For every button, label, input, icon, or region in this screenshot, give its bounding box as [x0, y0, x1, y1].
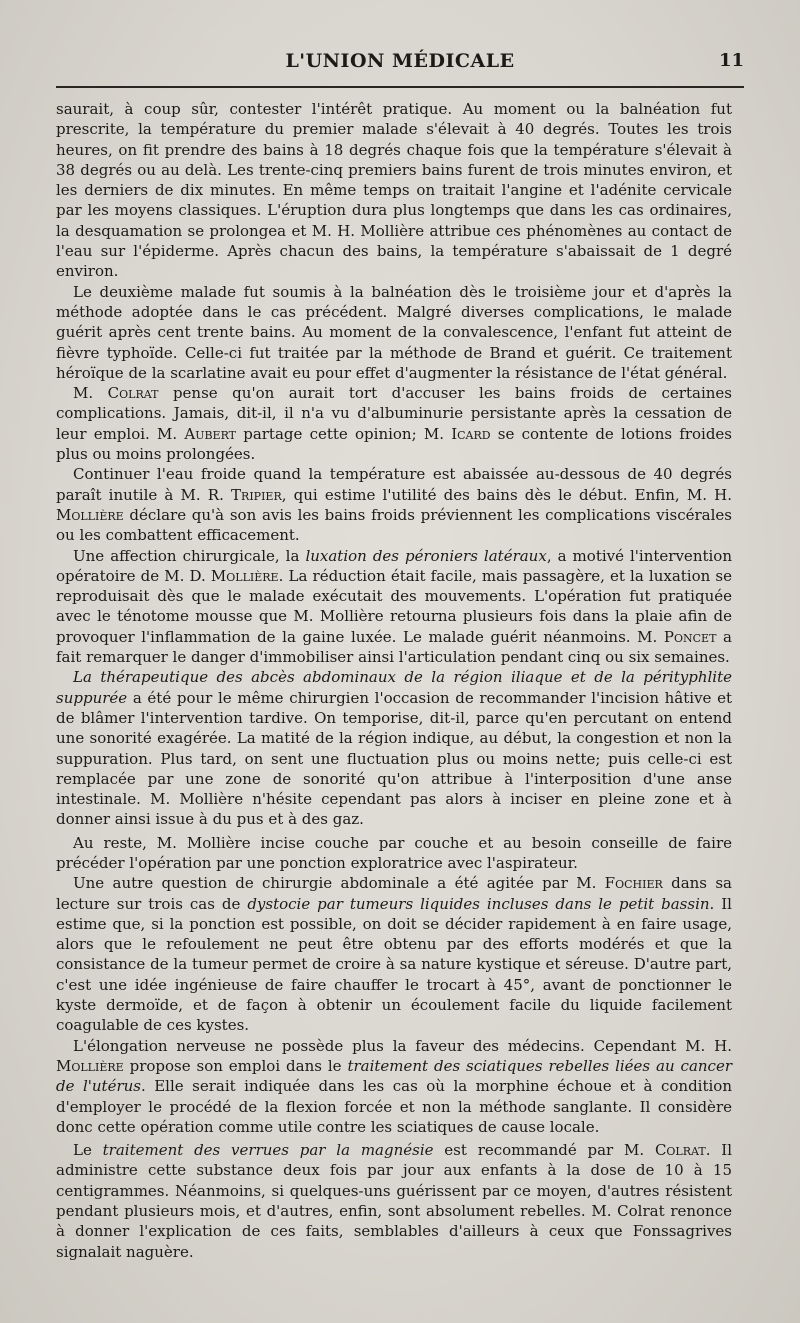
- text-run: partage cette opinion; M.: [236, 424, 452, 443]
- italic-run: traitement des sciatiques rebelles liées au cancer de l'utérus: [56, 1056, 732, 1096]
- text-run: a fait remarquer le danger d'immobiliser ainsi l'articulation pendant cinq ou six semaines.: [56, 627, 732, 667]
- text-run: déclare qu'à son avis les bains froids préviennent les complications viscérales ou les combattent efficacement.: [56, 505, 732, 545]
- text-run: L'élongation nerveuse ne possède plus la faveur des médecins. Cependant M. H.: [73, 1036, 732, 1055]
- text-run: Continuer l'eau froide quand la température est abaissée au-dessous de 40 degrés paraît inutile à M. R.: [56, 465, 732, 504]
- text-run: , a motivé l'intervention opératoire de M. D.: [56, 546, 732, 585]
- small-caps-name: Mollière: [56, 505, 124, 524]
- text-run: . La réduction était facile, mais passagère, et la luxation se reproduisait dès que le malade exécutait des mouvements. L'opération fut pratiquée avec le ténotome mousse que M. Mollière retourna plusieurs fois dans la plaie afin de provoquer l'inflammation de la gaine luxée. Le malade guérit néanmoins. M.: [56, 566, 733, 646]
- paragraph: [56, 282, 732, 383]
- text-run: a été pour le même chirurgien l'occasion de recommander l'incision hâtive et de blâmer l'intervention tardive. On temporise, dit-il, parce qu'en percutant on entend une sonorité exagérée. La matité de la région indique, au début, la congestion et non la suppuration. Plus tard, on sent une fluctuation plus ou moins nette; puis celle-ci est remplacée par une zone de sonorité qu'on attribue à l'interposition d'une anse intestinale. M. Mollière n'hésite cependant pas alors à inciser en pleine zone et à donner ainsi issue à du pus et à des gaz.: [56, 688, 732, 829]
- header-rule: [56, 86, 744, 88]
- text-run: . Il estime que, si la ponction est possible, on doit se décider rapidement à en faire usage, alors que le refoulement ne peut être obtenu par des efforts modérés et que la consistance de la tumeur permet de croire à sa nature kystique et séreuse. D'autre part, c'est une idée ingénieuse de faire chauffer le trocart à 45°, avant de ponctionner le kyste dermoïde, et de façon à obtenir un écoulement facile du liquide facilement coagulable de ces kystes.: [56, 894, 732, 1035]
- small-caps-name: Icard: [451, 424, 491, 443]
- small-caps-name: Tripier: [231, 485, 282, 504]
- text-run: . Elle serait indiquée dans les cas où la morphine échoue et à condition d'employer le procédé de la flexion forcée et non la méthode sanglante. Il considère donc cette opération comme utile contre les sciatiques de cause locale.: [56, 1077, 732, 1136]
- small-caps-name: Colrat: [107, 384, 159, 403]
- text-run: Une affection chirurgicale, la: [73, 546, 306, 565]
- text-run: dans sa lecture sur trois cas de: [56, 874, 732, 913]
- paragraph: [56, 99, 732, 282]
- text-run: est recommandé par M.: [433, 1141, 655, 1160]
- small-caps-name: Aubert: [184, 424, 237, 443]
- small-caps-name: Fochier: [604, 874, 663, 893]
- paragraph: [56, 383, 732, 464]
- small-caps-name: Colrat: [654, 1141, 706, 1160]
- page-header: [56, 44, 744, 78]
- text-run: Une autre question de chirurgie abdominale a été agitée par M.: [73, 874, 605, 893]
- italic-run: traitement des verrues par la magnésie: [102, 1141, 434, 1160]
- paragraph: [56, 1140, 732, 1262]
- text-run: propose son emploi dans le: [123, 1056, 348, 1075]
- text-run: Le deuxième malade fut soumis à la balnéation dès le troisième jour et d'après la méthode adoptée dans le cas précédent. Malgré diverses complications, le malade guérit après cent trente bains. Au moment de la convalescence, l'enfant fut atteint de fièvre typhoïde. Celle-ci fut traitée par la méthode de Brand et guérit. Ce traitement héroïque de la scarlatine avait eu pour effet d'augmenter la résistance de l'état général.: [56, 282, 732, 382]
- italic-run: dystocie par tumeurs liquides incluses dans le petit bassin: [247, 894, 710, 913]
- italic-run: luxation des péroniers latéraux: [305, 546, 547, 565]
- small-caps-name: Mollière: [210, 566, 279, 585]
- small-caps-name: Poncet: [663, 627, 717, 646]
- text-run: . Il administre cette substance deux fois par jour aux enfants à la dose de 10 à 15 centigrammes. Néanmoins, si quelques-uns guérissent par ce moyen, d'autres résistent pendant plusieurs mois, et d'autres, enfin, sont absolument rebelles. M. Colrat renonce à donner l'explication de ces faits, semblables d'ailleurs à ceux que Fonssagrives signalait naguère.: [56, 1141, 732, 1261]
- running-title: L'UNION MÉDICALE: [285, 50, 515, 72]
- paragraph: [56, 546, 732, 668]
- text-run: M.: [73, 384, 108, 403]
- text-run: saurait, à coup sûr, contester l'intérêt pratique. Au moment ou la balnéation fut prescrite, la température du premier malade s'élevait à 40 degrés. Toutes les trois heures, on fit prendre des bains à 18 degrés chaque fois que la température s'élevait à 38 degrés ou au delà. Les trente-cinq premiers bains furent de trois minutes environ, et les derniers de dix minutes. En même temps on traitait l'angine et l'adénite cervicale par les moyens classiques. L'éruption dura plus longtemps que dans les cas ordinaires, la desquamation se prolongea et M. H. Mollière attribue ces phénomènes au contact de l'eau sur l'épiderme. Après chacun des bains, la température s'abaissait de 1 degré environ.: [56, 100, 732, 281]
- page-number: 11: [718, 50, 744, 71]
- text-run: Le: [73, 1141, 103, 1160]
- text-run: se contente de lotions froides plus ou moins prolongées.: [56, 424, 732, 464]
- paragraph: [56, 464, 732, 545]
- paragraph: [56, 667, 732, 829]
- paragraph: [56, 873, 732, 1035]
- paragraph: [56, 833, 732, 874]
- text-run: pense qu'on aurait tort d'accuser les bains froids de certaines complications. Jamais, dit-il, il n'a vu d'albuminurie persistante après la cessation de leur emploi. M.: [56, 384, 732, 443]
- italic-run: La thérapeutique des abcès abdominaux de la région iliaque et de la pérityphlite suppurée: [56, 668, 732, 707]
- small-caps-name: Mollière: [56, 1056, 124, 1075]
- text-run: , qui estime l'utilité des bains dès le début. Enfin, M. H.: [281, 485, 732, 504]
- text-run: Au reste, M. Mollière incise couche par couche et au besoin conseille de faire précéder l'opération par une ponction exploratrice avec l'aspirateur.: [56, 833, 732, 872]
- article-body: [56, 99, 732, 1262]
- paragraph: [56, 1036, 732, 1137]
